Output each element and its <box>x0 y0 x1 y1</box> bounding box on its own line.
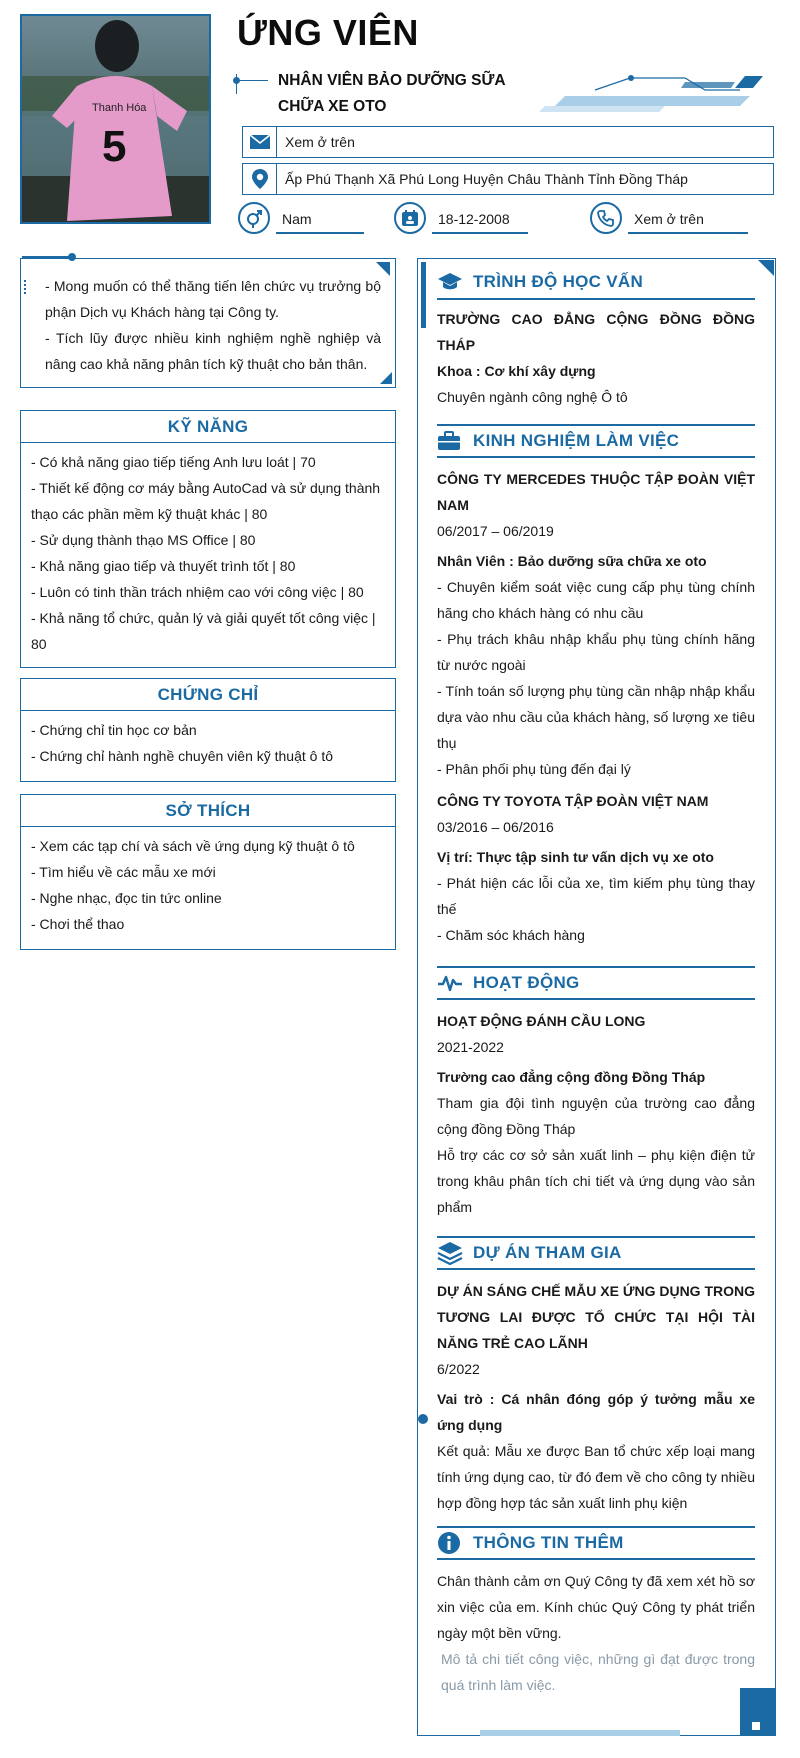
gender-value: Nam <box>276 208 364 234</box>
gender-icon <box>238 202 270 234</box>
additional-placeholder[interactable]: Mô tả chi tiết công việc, những gì đạt được trong quá trình làm việc. <box>441 1651 755 1693</box>
education-content <box>437 306 755 410</box>
objective-item: - Tích lũy được nhiều kinh nghiệm nghề nghiệp và nâng cao khả năng phân tích kỹ thuật cho bản thân. <box>45 330 381 372</box>
company-name: CÔNG TY MERCEDES THUỘC TẬP ĐOÀN VIỆT NAM <box>437 471 755 513</box>
activities-header <box>437 966 755 1000</box>
certificate-item: - Chứng chỉ hành nghề chuyên viên kỹ thuật ô tô <box>31 748 334 764</box>
job-detail: - Chăm sóc khách hàng <box>437 927 585 943</box>
certificates-title: CHỨNG CHỈ <box>21 679 395 711</box>
shirt-text: Thanh Hóa <box>92 102 147 114</box>
decor-corner <box>376 262 390 276</box>
career-objective <box>20 258 396 388</box>
job-title <box>278 68 538 120</box>
pulse-icon <box>437 974 473 992</box>
layers-icon <box>437 1241 473 1265</box>
shirt-number: 5 <box>102 122 127 171</box>
education-header <box>437 266 755 300</box>
avatar <box>20 14 211 224</box>
divider <box>236 74 237 94</box>
mail-icon <box>243 127 277 157</box>
skills-title: KỸ NĂNG <box>21 411 395 443</box>
decor-bar <box>480 1730 680 1736</box>
project-date: 6/2022 <box>437 1361 480 1377</box>
major: Chuyên ngành công nghệ Ô tô <box>437 389 628 405</box>
birthday-row <box>394 200 528 234</box>
address-row <box>242 163 774 195</box>
additional-header <box>437 1526 755 1560</box>
experience-job <box>437 788 755 948</box>
skill-item: - Sử dụng thành thạo MS Office | 80 <box>31 532 256 548</box>
activity-detail: Tham gia đội tình nguyện của trường cao đẳng cộng đồng Đồng Tháp <box>437 1095 755 1137</box>
project-name: DỰ ÁN SÁNG CHẾ MẪU XE ỨNG DỤNG TRONG TƯƠNG LAI ĐƯỢC TỔ CHỨC TẠI HỘI TÀI NĂNG TRẺ CAO LÃNH <box>437 1283 756 1351</box>
skills-section <box>20 410 396 668</box>
location-icon <box>243 164 277 194</box>
job-detail: - Tính toán số lượng phụ tùng cần nhập nhập khẩu dựa vào nhu cầu của khách hàng, số lượng xe tiêu thụ <box>437 683 755 751</box>
hobbies-section <box>20 794 396 950</box>
address-value: Ấp Phú Thạnh Xã Phú Long Huyện Châu Thành Tỉnh Đồng Tháp <box>285 171 688 187</box>
briefcase-icon <box>437 431 473 451</box>
hobby-item: - Nghe nhạc, đọc tin tức online <box>31 890 222 906</box>
certificates-section <box>20 678 396 782</box>
job-detail: - Phát hiện các lỗi của xe, tìm kiếm phụ tùng thay thế <box>437 875 755 917</box>
decor-bar <box>421 262 426 328</box>
projects-title: DỰ ÁN THAM GIA <box>473 1243 622 1262</box>
activity-org: Trường cao đẳng cộng đồng Đồng Tháp <box>437 1069 706 1085</box>
decor-dot <box>68 253 76 261</box>
decor-square <box>752 1722 760 1730</box>
info-icon <box>437 1531 473 1555</box>
activity-period: 2021-2022 <box>437 1039 504 1055</box>
skill-item: - Thiết kế động cơ máy bằng AutoCad và sử dụng thành thạo các phần mềm kỹ thuật khác | 80 <box>31 480 381 522</box>
additional-content <box>437 1568 755 1698</box>
decor-corner <box>758 260 774 276</box>
job-detail: - Chuyên kiểm soát việc cung cấp phụ tùng chính hãng cho khách hàng có nhu cầu <box>437 579 755 621</box>
skill-item: - Khả năng giao tiếp và thuyết trình tốt | 80 <box>31 558 296 574</box>
hobby-item: - Tìm hiểu về các mẫu xe mới <box>31 864 216 880</box>
experience-title: KINH NGHIỆM LÀM VIỆC <box>473 431 680 450</box>
job-detail: - Phụ trách khâu nhập khẩu phụ tùng chính hãng từ nước ngoài <box>437 631 755 673</box>
graduation-cap-icon <box>437 272 473 292</box>
decor-corner <box>380 372 392 384</box>
phone-icon <box>590 202 622 234</box>
objective-item: - Mong muốn có thể thăng tiến lên chức vụ trưởng bộ phận Dịch vụ Khách hàng tại Công ty. <box>45 278 381 320</box>
birthday-value: 18-12-2008 <box>432 208 528 234</box>
divider <box>236 80 268 81</box>
job-role: Nhân Viên : Bảo dưỡng sữa chữa xe oto <box>437 553 707 569</box>
additional-text: Chân thành cảm ơn Quý Công ty đã xem xét hồ sơ xin việc của em. Kính chúc Quý Công ty phát triển ngày một bền vững. <box>437 1573 755 1641</box>
job-title-line: NHÂN VIÊN BẢO DƯỠNG SỮA <box>278 72 506 89</box>
hobby-item: - Chơi thể thao <box>31 916 125 932</box>
activities-title: HOẠT ĐỘNG <box>473 973 580 992</box>
job-detail: - Phân phối phụ tùng đến đại lý <box>437 761 631 777</box>
project-result: Kết quả: Mẫu xe được Ban tổ chức xếp loại mang tính ứng dụng cao, từ đó đem về cho công ty nhiều hợp đồng hợp tác sản xuất linh phụ kiện <box>437 1443 755 1511</box>
activity-name: HOẠT ĐỘNG ĐÁNH CẦU LONG <box>437 1013 646 1029</box>
gender-row <box>238 200 364 234</box>
job-period: 06/2017 – 06/2019 <box>437 523 554 539</box>
skill-item: - Có khả năng giao tiếp tiếng Anh lưu loát | 70 <box>31 454 316 470</box>
job-title-line: CHỮA XE OTO <box>278 98 387 115</box>
candidate-name: ỨNG VIÊN <box>237 12 419 53</box>
hobbies-title: SỞ THÍCH <box>21 795 395 827</box>
project-role: Vai trò : Cá nhân đóng góp ý tưởng mẫu xe ứng dụng <box>437 1391 755 1433</box>
school-name: TRƯỜNG CAO ĐẲNG CỘNG ĐỒNG ĐỒNG THÁP <box>437 311 755 353</box>
education-title: TRÌNH ĐỘ HỌC VẤN <box>473 272 644 291</box>
email-row <box>242 126 774 158</box>
company-name: CÔNG TY TOYOTA TẬP ĐOÀN VIỆT NAM <box>437 793 709 809</box>
additional-title: THÔNG TIN THÊM <box>473 1533 624 1552</box>
decor-dots <box>24 280 26 294</box>
skill-item: - Luôn có tinh thần trách nhiệm cao với công việc | 80 <box>31 584 364 600</box>
hobby-item: - Xem các tạp chí và sách về ứng dụng kỹ thuật ô tô <box>31 838 355 854</box>
activity-detail: Hỗ trợ các cơ sở sản xuất linh – phụ kiện điện tử trong khâu phân tích chi tiết và ứng dụng vào sản phẩm <box>437 1147 755 1215</box>
job-period: 03/2016 – 06/2016 <box>437 819 554 835</box>
job-role: Vị trí: Thực tập sinh tư vấn dịch vụ xe oto <box>437 849 714 865</box>
header-decoration <box>535 70 765 115</box>
email-value: Xem ở trên <box>285 134 355 150</box>
skill-item: - Khả năng tổ chức, quản lý và giải quyết tốt công việc | 80 <box>31 610 376 652</box>
decor-bar <box>22 256 72 259</box>
projects-header <box>437 1236 755 1270</box>
experience-header <box>437 424 755 458</box>
decor-dot <box>418 1414 428 1424</box>
projects-content <box>437 1278 755 1516</box>
avatar-image <box>22 16 211 224</box>
certificate-item: - Chứng chỉ tin học cơ bản <box>31 722 197 738</box>
phone-row <box>590 200 748 234</box>
faculty: Khoa : Cơ khí xây dựng <box>437 363 596 379</box>
calendar-icon <box>394 202 426 234</box>
phone-value: Xem ở trên <box>628 208 748 234</box>
activities-content <box>437 1008 755 1220</box>
experience-job <box>437 466 755 782</box>
